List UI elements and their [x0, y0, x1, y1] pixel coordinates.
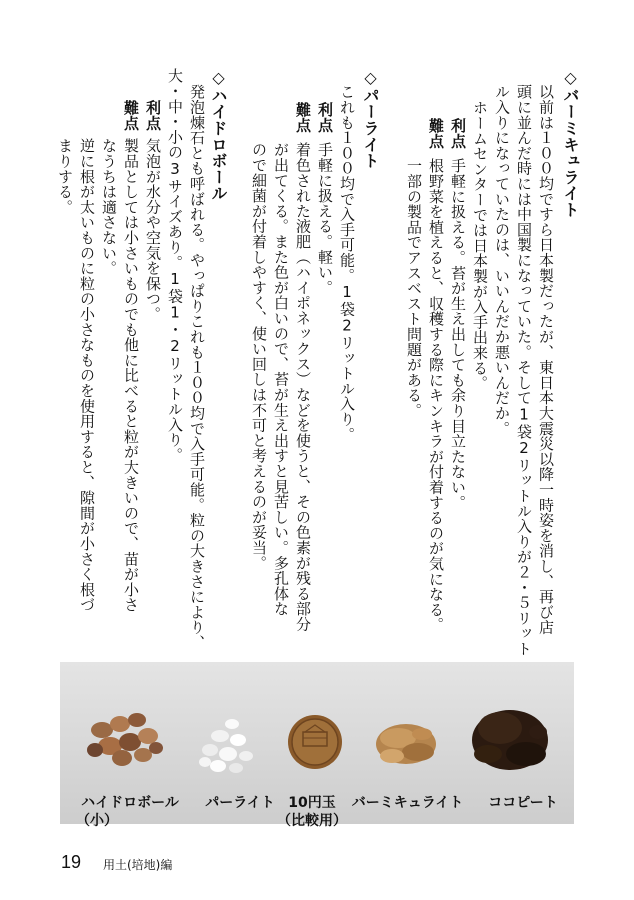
cocopeat-pile: [472, 710, 548, 770]
perlite-demerit-label: 難点: [294, 102, 312, 133]
page-number: 19: [61, 852, 82, 872]
vermiculite-demerit-label: 難点: [427, 118, 445, 149]
caption-coin: [277, 794, 347, 830]
hydroball-demerit-text-2: なうちは適さない。: [100, 138, 118, 276]
hydroball-line-2: 大・中・小の3サイズあり。1袋1・2リットル入り。: [166, 68, 184, 463]
hydroball-demerit-text: 製品としては小さいものでも他に比べると粒が大きいので、苗が小さ: [122, 138, 140, 613]
vermiculite-line-3: ル入りになっていたのは、いいんだか悪いんだか。: [493, 84, 511, 436]
perlite-heading: ◇パーライト: [361, 68, 380, 169]
vermiculite-line-4: ホームセンターでは日本製が入手出来る。: [471, 100, 489, 391]
hydroball-merit-label: 利点: [144, 100, 162, 131]
running-title: 用土(培地)編: [103, 858, 173, 872]
vermiculite-demerit-text-2: 一部の製品でアスベスト問題がある。: [405, 158, 423, 419]
hydroball-demerit-text-3: 逆に根が太いものに粒の小さなものを使用すると、隙間が小さく根づ: [78, 138, 96, 613]
vermiculite-line-1: 以前は１００均ですら日本製だったが、東日本大震災以降一時姿を消し、再び店: [537, 84, 555, 635]
perlite-merit-text: 手軽に扱える。軽い。: [316, 142, 334, 295]
hydroball-demerit-label: 難点: [122, 100, 140, 131]
vermiculite-demerit-text: 根野菜を植えると、収穫する際にキンキラが付着するのが気になる。: [427, 158, 445, 633]
caption-vermiculite: バーミキュライト: [351, 795, 464, 811]
caption-cocopeat: ココピート: [488, 795, 558, 811]
perlite-granules: [199, 719, 253, 773]
caption-hydroball: [70, 794, 190, 830]
hydroball-heading: ◇ハイドロボール: [209, 68, 228, 202]
perlite-demerit-text-2: が出てくる。また色が白いので、苔が生え出すと見苦しい。多孔体な: [272, 142, 290, 617]
hydroball-pellets: [87, 713, 163, 766]
hydroball-demerit-text-4: まりする。: [56, 138, 74, 215]
caption-coin-line-1: 10円玉: [288, 795, 336, 811]
vermiculite-merit-text: 手軽に扱える。苔が生え出しても余り目立たない。: [449, 158, 467, 510]
ten-yen-coin: [288, 715, 342, 769]
vermiculite-heading: ◇バーミキュライト: [561, 68, 580, 218]
hydroball-line-1: 発泡煉石とも呼ばれる。やっぱりこれも１００均で入手可能。粒の大きさにより、: [188, 84, 206, 651]
caption-hydroball-line-1: ハイドロボール: [81, 795, 179, 811]
perlite-line-1: これも１００均で入手可能。1袋2リットル入り。: [338, 84, 356, 442]
hydroball-merit-text: 気泡が水分や空気を保つ。: [144, 138, 162, 322]
caption-hydroball-line-2: （小）: [76, 813, 118, 829]
caption-perlite: パーライト: [205, 795, 275, 811]
perlite-demerit-text: 着色された液肥（ハイポネックス）などを使うと、その色素が残る部分: [294, 142, 312, 632]
vermiculite-line-2: 頭に並んだ時には中国製になっていた。そして1袋2リットル入りが２・５リット: [515, 84, 533, 657]
caption-coin-line-2: （比較用）: [277, 813, 347, 829]
vermiculite-flakes: [376, 724, 436, 764]
vermiculite-merit-label: 利点: [449, 118, 467, 149]
perlite-demerit-text-3: ので細菌が付着しやすく、使い回しは不可と考えるのが妥当。: [250, 142, 268, 571]
perlite-merit-label: 利点: [316, 102, 334, 133]
